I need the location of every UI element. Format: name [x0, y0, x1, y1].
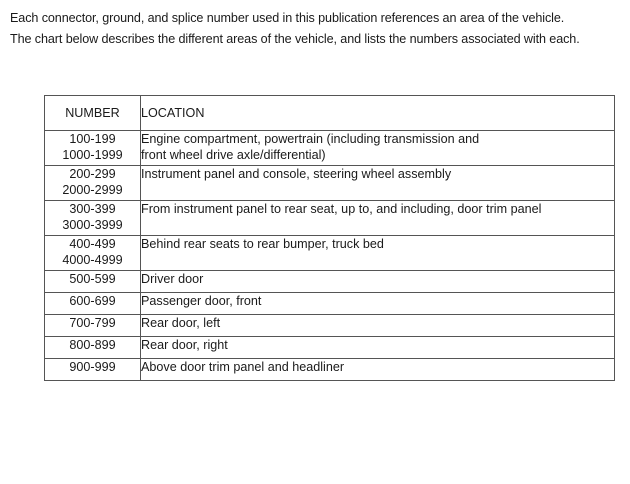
location-cell — [141, 271, 615, 293]
number-range: 200-299 — [69, 167, 116, 181]
location-cell — [141, 131, 615, 166]
location-text: From instrument panel to rear seat, up to, and including, door trim panel — [141, 202, 542, 216]
location-cell — [141, 359, 615, 381]
number-cell — [45, 359, 141, 381]
location-cell — [141, 337, 615, 359]
table-row — [45, 315, 615, 337]
table-row — [45, 201, 615, 236]
number-cell — [45, 271, 141, 293]
number-range: 1000-1999 — [62, 148, 123, 162]
location-text: Driver door — [141, 272, 204, 286]
number-range: 800-899 — [69, 338, 116, 352]
number-range: 600-699 — [69, 294, 116, 308]
number-range: 300-399 — [69, 202, 116, 216]
table-row — [45, 131, 615, 166]
location-text: Instrument panel and console, steering wheel assembly — [141, 167, 452, 181]
location-cell — [141, 315, 615, 337]
number-cell — [45, 166, 141, 201]
location-cell — [141, 201, 615, 236]
number-range: 2000-2999 — [62, 183, 123, 197]
number-cell — [45, 337, 141, 359]
number-range: 3000-3999 — [62, 218, 123, 232]
table-header-row — [45, 96, 615, 131]
location-text: Passenger door, front — [141, 294, 262, 308]
location-cell — [141, 236, 615, 271]
location-text: Rear door, left — [141, 316, 221, 330]
location-chart-table — [44, 95, 615, 381]
intro-line-1: Each connector, ground, and splice number used in this publication references an area of the vehicle. — [10, 11, 565, 25]
number-range: 900-999 — [69, 360, 116, 374]
table-row — [45, 337, 615, 359]
intro-line-2: The chart below describes the different areas of the vehicle, and lists the numbers associated with each. — [10, 32, 580, 46]
table-row — [45, 166, 615, 201]
location-text: Engine compartment, powertrain (including transmission and — [141, 132, 480, 146]
number-range: 4000-4999 — [62, 253, 123, 267]
table-row — [45, 236, 615, 271]
number-range: 700-799 — [69, 316, 116, 330]
location-cell — [141, 166, 615, 201]
intro-text — [10, 8, 622, 50]
number-range: 500-599 — [69, 272, 116, 286]
table-row — [45, 359, 615, 381]
number-cell — [45, 315, 141, 337]
location-text: Above door trim panel and headliner — [141, 360, 345, 374]
number-range: 400-499 — [69, 237, 116, 251]
number-cell — [45, 131, 141, 166]
number-range: 100-199 — [69, 132, 116, 146]
location-text: Behind rear seats to rear bumper, truck bed — [141, 237, 384, 251]
number-cell — [45, 201, 141, 236]
location-text: front wheel drive axle/differential) — [141, 148, 326, 162]
number-column-header: NUMBER — [45, 96, 141, 131]
number-cell — [45, 293, 141, 315]
location-column-header: LOCATION — [141, 96, 615, 131]
location-text: Rear door, right — [141, 338, 228, 352]
table-row — [45, 271, 615, 293]
number-cell — [45, 236, 141, 271]
location-cell — [141, 293, 615, 315]
table-row — [45, 293, 615, 315]
